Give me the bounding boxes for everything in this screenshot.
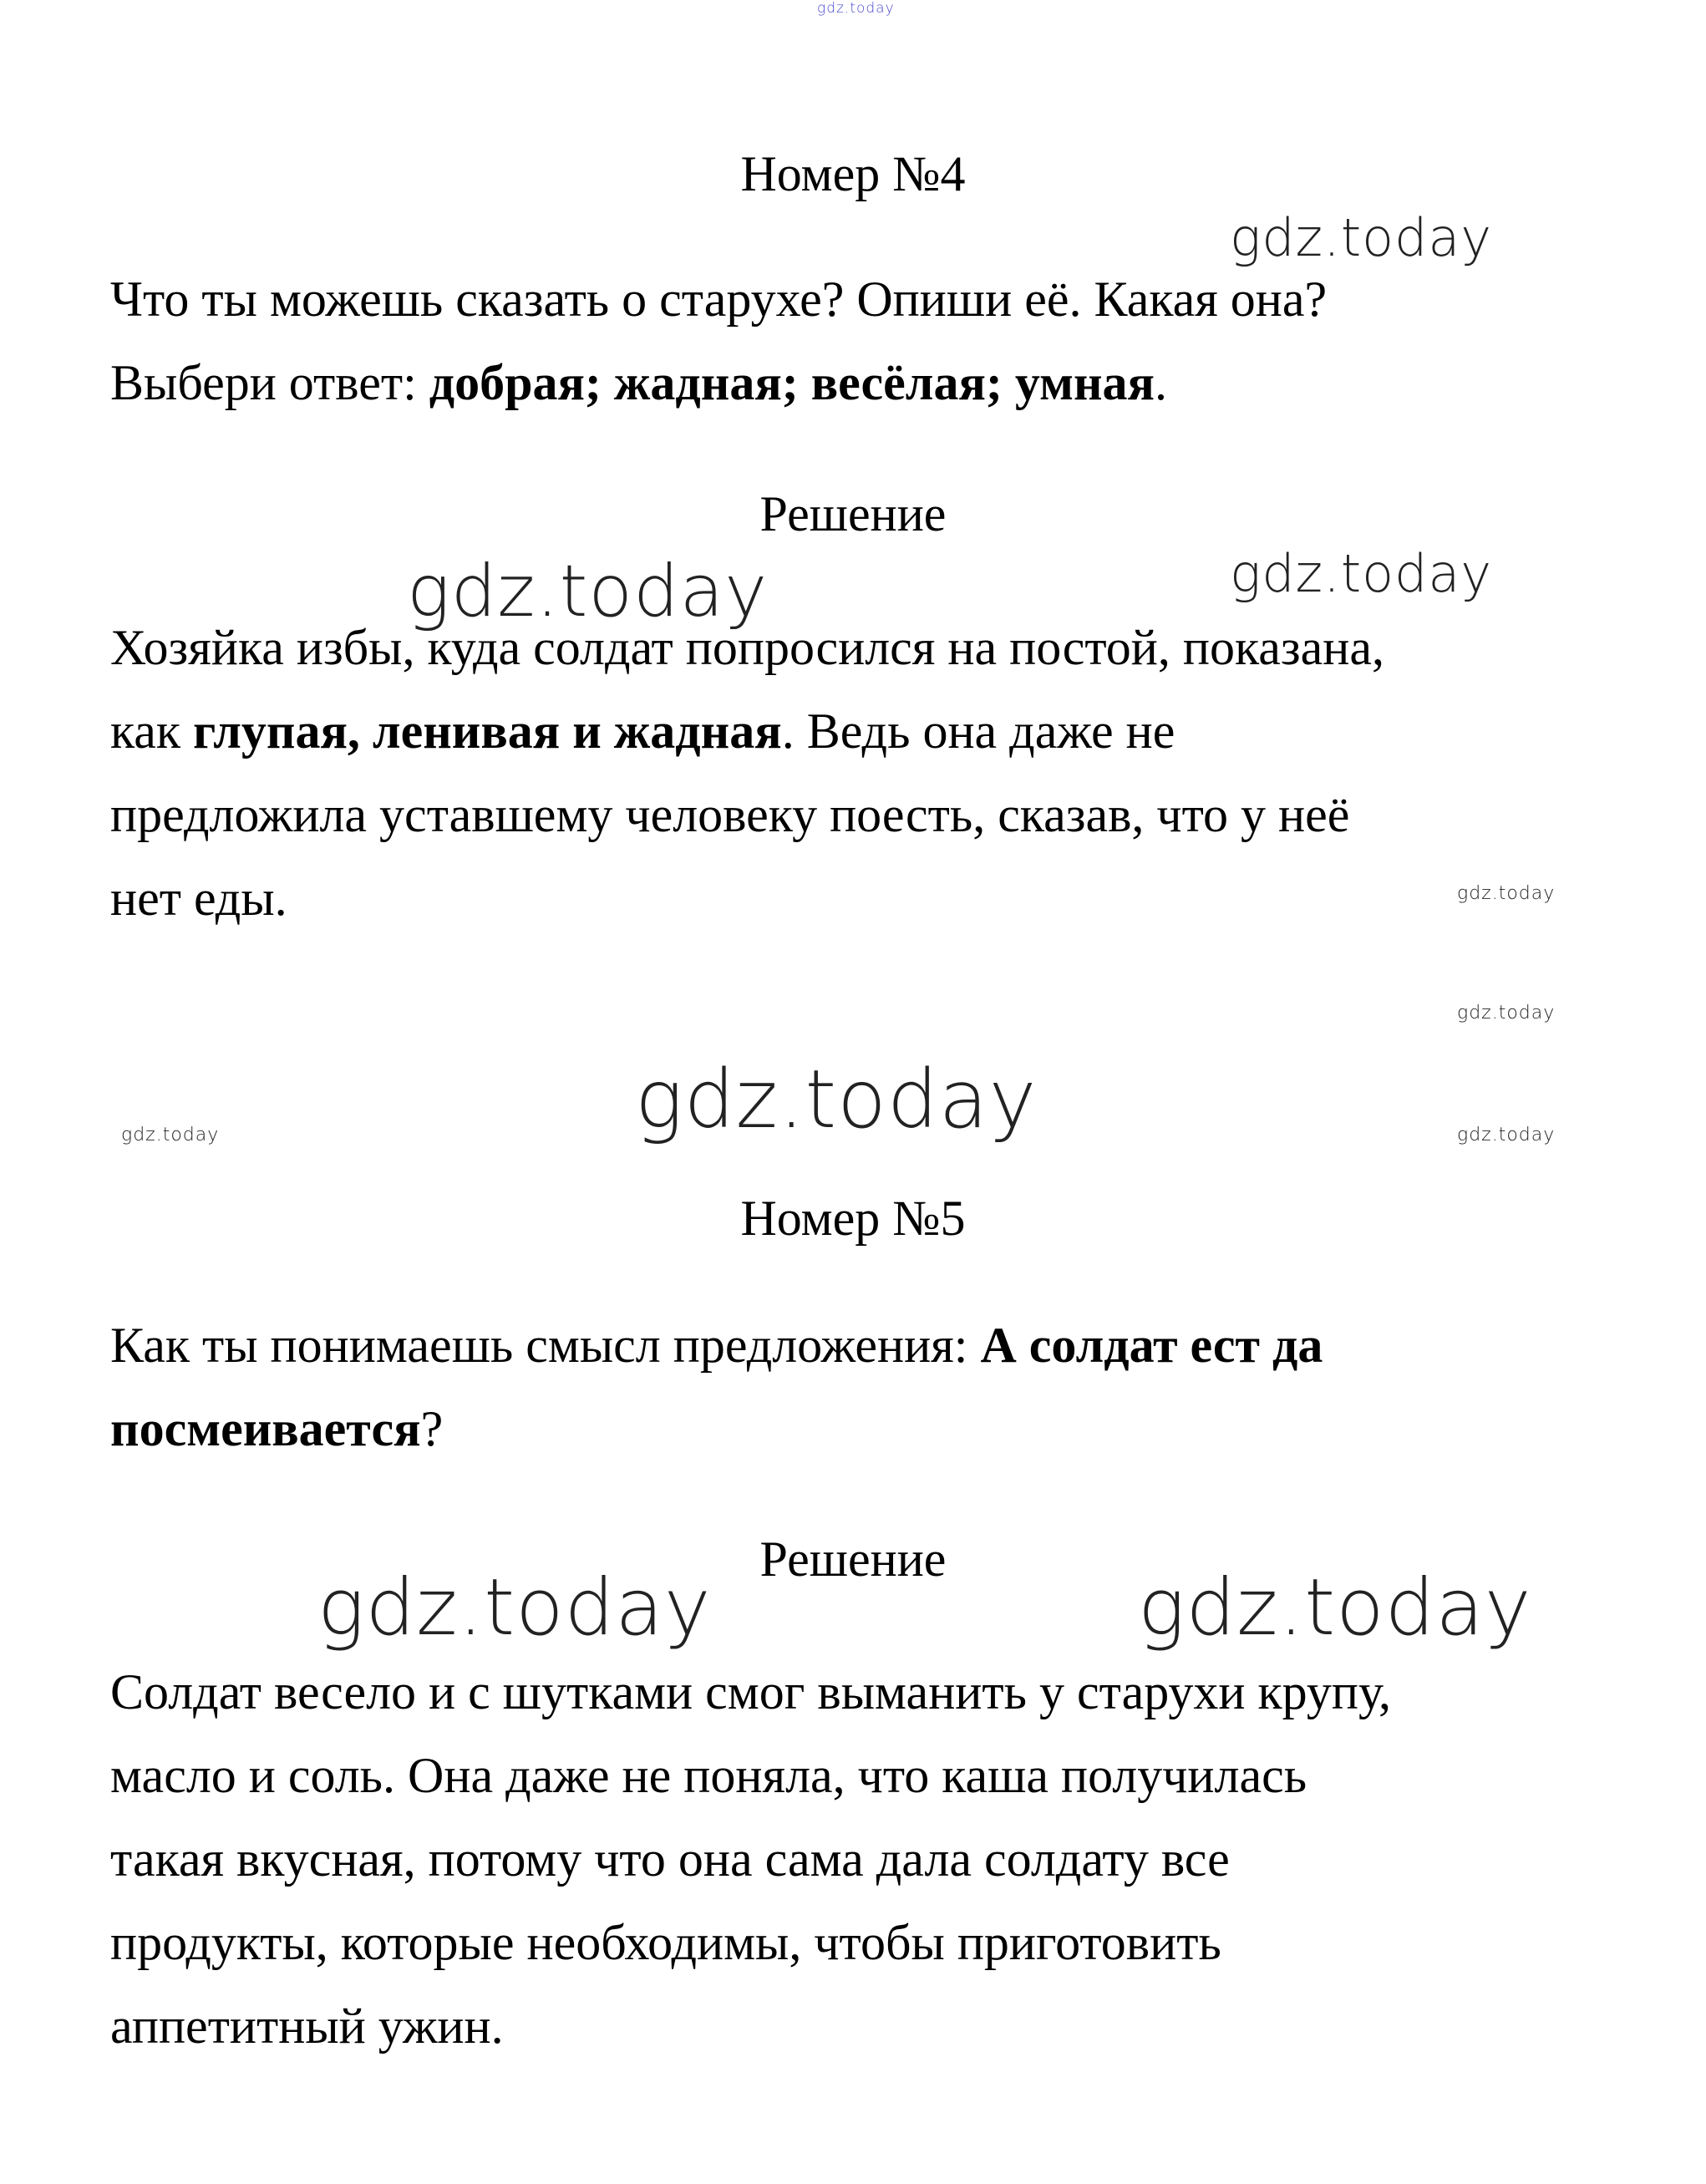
task5-question	[110, 1303, 1323, 1470]
task4-solution-heading: Решение	[759, 486, 947, 541]
watermark: gdz.today	[635, 1053, 1038, 1146]
task4-question	[110, 257, 1327, 424]
watermark-top: gdz.today	[817, 0, 895, 17]
task5-solution-line5: аппетитный ужин.	[110, 1999, 504, 2054]
task4-answer-options: добрая; жадная; весёлая; умная	[429, 355, 1155, 410]
task4-solution-line2	[110, 689, 1384, 773]
task4-question-line2	[110, 341, 1327, 424]
watermark: gdz.today	[1457, 1003, 1556, 1023]
task4-question-prefix: Выбери ответ:	[110, 355, 429, 410]
watermark: gdz.today	[407, 550, 769, 633]
task4-solution-suffix: . Ведь она даже не	[781, 703, 1175, 759]
watermark: gdz.today	[1138, 1562, 1532, 1653]
watermark: gdz.today	[1457, 883, 1556, 904]
task5-solution-line4: продукты, которые необходимы, чтобы приготовить	[110, 1915, 1221, 1970]
task5-solution	[110, 1650, 1391, 2068]
task5-quote-part2: посмеивается	[110, 1401, 421, 1456]
task4-question-line1: Что ты можешь сказать о старухе? Опиши её. Какая она?	[110, 272, 1328, 327]
watermark: gdz.today	[1457, 1125, 1556, 1145]
task4-heading: Номер №4	[740, 146, 966, 201]
task5-question-suffix: ?	[420, 1401, 444, 1456]
task4-solution-bold: глупая, ленивая и жадная	[193, 703, 782, 759]
watermark: gdz.today	[1230, 207, 1493, 268]
task4-solution-line4: нет еды.	[110, 871, 287, 926]
task5-question-line2	[110, 1387, 1323, 1470]
watermark: gdz.today	[317, 1562, 712, 1653]
task5-heading: Номер №5	[740, 1191, 966, 1246]
task5-question-prefix: Как ты понимаешь смысл предложения:	[110, 1318, 981, 1373]
watermark: gdz.today	[121, 1125, 220, 1145]
task5-solution-line1: Солдат весело и с шутками смог выманить у старухи крупу,	[110, 1664, 1391, 1719]
task4-solution-line3: предложила уставшему человеку поесть, сказав, что у неё	[110, 787, 1350, 842]
task5-solution-heading: Решение	[759, 1531, 947, 1587]
task5-solution-line2: масло и соль. Она даже не поняла, что каша получилась	[110, 1748, 1307, 1803]
task4-solution-prefix: как	[110, 703, 194, 759]
task5-quote-part1: А солдат ест да	[980, 1318, 1323, 1373]
task4-solution-line1: Хозяйка избы, куда солдат попросился на постой, показана,	[110, 620, 1384, 675]
task5-solution-line3: такая вкусная, потому что она сама дала солдату все	[110, 1831, 1230, 1887]
task4-question-suffix: .	[1155, 355, 1168, 410]
watermark: gdz.today	[1230, 543, 1493, 604]
task5-question-line1	[110, 1303, 1323, 1387]
task4-solution	[110, 606, 1384, 940]
